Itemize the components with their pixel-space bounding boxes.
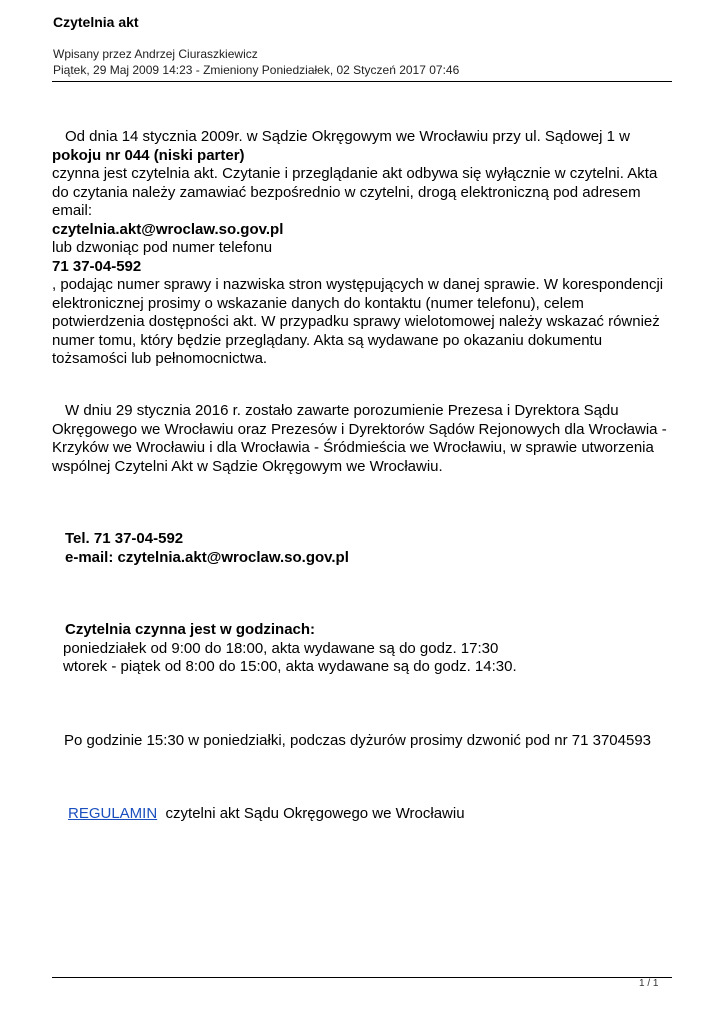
contact-block: [65, 530, 687, 567]
request-instructions: , podając numer sprawy i nazwiska stron występujących w danej sprawie. W korespondencji elektronicznej prosimy o wskazanie danych do kontaktu (numer telefonu), celem potwierdzenia dostępności akt. W przypadku sprawy wielotomowej należy wskazać również numer tomu, który będzie przeglądany. Akta są wydawane po okazaniu dokumentu tożsamości lub pełnomocnictwa.: [52, 276, 664, 367]
phone-intro: lub dzwoniąc pod numer telefonu: [52, 239, 273, 256]
regulations-link[interactable]: REGULAMIN: [68, 805, 158, 822]
author-line: Wpisany przez Andrzej Ciuraszkiewicz: [53, 47, 258, 61]
agreement-text: W dniu 29 stycznia 2016 r. zostało zawarte porozumienie Prezesa i Dyrektora Sądu Okręgowego we Wrocławiu oraz Prezesów i Dyrektorów Sądów Rejonowych dla Wrocławia - Krzyków we Wrocławiu i dla Wrocławia - Śródmieścia we Wrocławiu, w sprawie utworzenia wspólnej Czytelni Akt w Sądzie Okręgowym we Wrocławiu.: [52, 402, 667, 475]
contact-tel: Tel. 71 37-04-592: [65, 530, 184, 547]
paragraph-agreement: [52, 402, 674, 476]
header-divider: [52, 81, 672, 82]
opening-hours-block: [63, 621, 685, 677]
hours-tuesday-friday: wtorek - piątek od 8:00 do 15:00, akta wydawane są do godz. 14:30.: [63, 658, 517, 675]
reading-room-description: czynna jest czytelnia akt. Czytanie i przeglądanie akt odbywa się wyłącznie w czytelni. Akta do czytania należy zamawiać bezpośrednio w czytelni, drogą elektroniczną pod adresem email:: [52, 165, 658, 219]
page-number: 1 / 1: [639, 978, 659, 989]
regulations-text: czytelni akt Sądu Okręgowego we Wrocławiu: [165, 805, 465, 822]
article-title: Czytelnia akt: [53, 14, 139, 30]
room-number: pokoju nr 044 (niski parter): [52, 146, 245, 164]
contact-email-bold: e-mail: czytelnia.akt@wroclaw.so.gov.pl: [65, 548, 349, 566]
opening-hours-heading: Czytelnia czynna jest w godzinach:: [65, 621, 316, 638]
contact-phone: 71 37-04-592: [52, 257, 142, 275]
intro-text: Od dnia 14 stycznia 2009r. w Sądzie Okręgowym we Wrocławiu przy ul. Sądowej 1 w: [65, 128, 630, 145]
hours-monday: poniedziałek od 9:00 do 18:00, akta wydawane są do godz. 17:30: [63, 639, 499, 657]
contact-email: czytelnia.akt@wroclaw.so.gov.pl: [52, 220, 284, 238]
regulations-line: [68, 805, 690, 824]
article-meta: [53, 46, 459, 78]
footer-divider: [52, 977, 672, 978]
paragraph-reading-room-info: [52, 128, 674, 369]
after-hours-note: Po godzinie 15:30 w poniedziałki, podczas dyżurów prosimy dzwonić pod nr 71 3704593: [64, 732, 652, 749]
date-line: Piątek, 29 Maj 2009 14:23 - Zmieniony Poniedziałek, 02 Styczeń 2017 07:46: [53, 63, 460, 77]
